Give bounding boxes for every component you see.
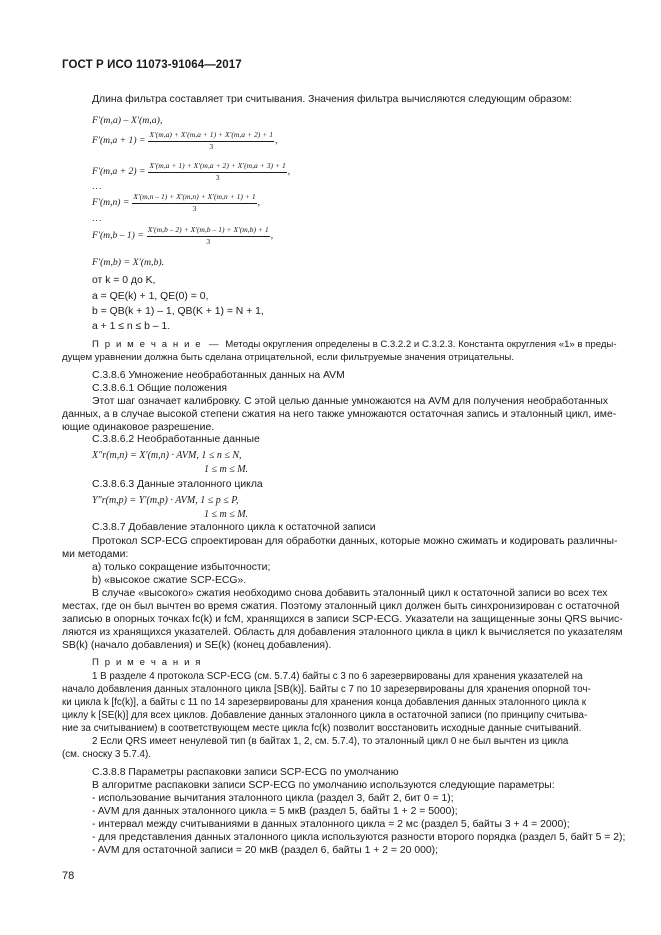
equation-2-numerator: X′(m,a) + X′(m,a + 1) + X′(m,a + 2) + 1: [148, 130, 274, 142]
note-a-line-1: 1 В разделе 4 протокола SCP-ECG (см. 5.7.4) байты с 3 по 6 зарезервированы для хранения указателей на: [92, 671, 583, 682]
section-c3862-heading: С.3.8.6.2 Необработанные данные: [92, 434, 260, 445]
paragraph-3-line-3: записью в опорных точках fc(k) и fcM, хранящихся в записи SCP-ECG. Указатели на защищенные зоны QRS вычис-: [62, 614, 623, 625]
list-item: - AVM для остаточной записи = 20 мкВ (раздел 6, байты 1 + 2 = 20 000);: [92, 845, 439, 856]
note-1-label: П р и м е ч а н и е: [92, 339, 203, 350]
equation-3: F′(m,a + 2) = $\frac{X'(m,a + 1) + X'(m,a + 2) + X'(m,a + 3) + 1}{3}$ ,: [92, 161, 291, 182]
equation-5: F′(m,b – 1) = $\frac{X'(m,b - 2) + X'(m,b - 1) + X'(m,b) + 1}{3}$ ,: [92, 225, 274, 246]
equation-5-lhs: F′(m,b – 1) =: [92, 230, 144, 242]
note-1-line-1: П р и м е ч а н и е — Методы округления определены в С.3.2.2 и С.3.2.3. Константа округления «1» в преды-: [92, 339, 617, 350]
note-a-line-2: начало добавления данных эталонного цикла [SB(k)]. Байты с 7 по 10 зарезервированы для хранения опорной точ-: [62, 684, 591, 695]
paragraph-3-line-4: ляются из хранящихся указателей. Область для добавления эталонного цикла в цикл k вычисляется по указателям: [62, 627, 623, 638]
equation-8-line-2: 1 ≤ m ≤ M.: [204, 509, 249, 520]
paragraph-1-line-1: Этот шаг означает калибровку. С этой целью данные умножаются на AVM для получения необработанных: [92, 396, 609, 407]
section-c387-heading: С.3.8.7 Добавление эталонного цикла к остаточной записи: [92, 522, 376, 533]
paragraph-1-line-2: данных, а в случае высокой степени сжатия на него также умножаются остаточная запись и эталонный цикл, име-: [62, 409, 617, 420]
list-item: - интервал между считываниями в данных эталонного цикла = 2 мс (раздел 5, байты 3 + 4 = 2000);: [92, 819, 570, 830]
equation-4-lhs: F′(m,n) =: [92, 197, 130, 209]
list-item: b) «высокое сжатие SCP-ECG».: [92, 575, 247, 586]
note-b-line-1: 2 Если QRS имеет ненулевой тип (в байтах 1, 2, см. 5.7.4), то эталонный цикл 0 не был вычтен из цикла: [92, 736, 569, 747]
list-item: - AVM для данных эталонного цикла = 5 мкВ (раздел 5, байты 1 + 2 = 5000);: [92, 806, 458, 817]
section-c388-heading: С.3.8.8 Параметры распаковки записи SCP-ECG по умолчанию: [92, 767, 399, 778]
note-a-line-5: ние за считыванием) в соответствующем месте цикла fc(k) позволит восстановить исходные данные считываний.: [62, 723, 582, 734]
equation-7-line-2: 1 ≤ m ≤ M.: [204, 464, 249, 475]
equation-4: F′(m,n) = $\frac{X'(m,n - 1) + X'(m,n) + X'(m,n + 1) + 1}{3}$ ,: [92, 192, 261, 213]
notes-label: П р и м е ч а н и я: [92, 657, 203, 668]
page-number: 78: [62, 870, 75, 882]
note-a-line-3: ки цикла k [fc(k)], а байты с 11 по 14 зарезервированы для хранения конца добавления данных эталонного цикла к: [62, 697, 587, 708]
condition-1: от k = 0 до K,: [92, 275, 156, 286]
equation-3-numerator: X′(m,a + 1) + X′(m,a + 2) + X′(m,a + 3) + 1: [148, 161, 286, 173]
paragraph-2-line-2: ми методами:: [62, 549, 129, 560]
list-item: - для представления данных эталонного цикла используются разности второго порядка (раздел 5, байт 5 = 2);: [92, 832, 626, 843]
list-item: - использование вычитания эталонного цикла (раздел 3, байт 2, бит 0 = 1);: [92, 793, 454, 804]
note-a-line-4: циклу k [SE(k)] для всех циклов. Добавление данных эталонного цикла в остаточной записи (по принципу считыва-: [62, 710, 588, 721]
page-header: ГОСТ Р ИСО 11073-91064—2017: [62, 59, 242, 71]
equation-6: F′(m,b) = X′(m,b).: [92, 257, 165, 268]
equation-4-denominator: 3: [192, 204, 197, 213]
equation-5-numerator: X′(m,b – 2) + X′(m,b – 1) + X′(m,b) + 1: [147, 225, 270, 237]
condition-2: a = QE(k) + 1, QE(0) = 0,: [92, 291, 209, 302]
equation-8-line-1: Y″r(m,p) = Y′(m,p) · AVM, 1 ≤ p ≤ P,: [92, 495, 239, 506]
note-b-line-2: (см. сноску 3 5.7.4).: [62, 749, 151, 760]
equation-1: F′(m,a) – X′(m,a),: [92, 115, 163, 126]
list-item: а) только сокращение избыточности;: [92, 562, 271, 573]
equation-2-denominator: 3: [209, 142, 214, 151]
equation-2: F′(m,a + 1) = $\frac{X'(m,a) + X'(m,a + 1) + X'(m,a + 2) + 1}{3}$ ,: [92, 130, 278, 151]
equation-2-lhs: F′(m,a + 1) =: [92, 135, 146, 147]
section-c3863-heading: С.3.8.6.3 Данные эталонного цикла: [92, 479, 263, 490]
note-1-line-2: дущем уравнении должна быть сделана отрицательной, если фильтруемые значения отрицательны.: [62, 352, 514, 363]
equation-3-denominator: 3: [215, 173, 220, 182]
equation-5-denominator: 3: [206, 237, 211, 246]
paragraph-3-line-2: местах, где он был вычтен во время сжатия. Поэтому эталонный цикл должен быть синхронизирован с остаточной: [62, 601, 620, 612]
ellipsis-2: ...: [92, 213, 103, 223]
equation-3-lhs: F′(m,a + 2) =: [92, 166, 146, 178]
intro-paragraph: Длина фильтра составляет три считывания. Значения фильтра вычисляются следующим образом:: [92, 94, 573, 105]
paragraph-4: В алгоритме распаковки записи SCP-ECG по умолчанию используются следующие параметры:: [92, 780, 555, 791]
ellipsis-1: ...: [92, 181, 103, 191]
condition-3: b = QB(k + 1) – 1, QB(K + 1) = N + 1,: [92, 306, 264, 317]
paragraph-1-line-3: ющие одинаковое разрешение.: [62, 422, 215, 433]
condition-4: a + 1 ≤ n ≤ b – 1.: [92, 321, 171, 332]
equation-4-numerator: X′(m,n – 1) + X′(m,n) + X′(m,n + 1) + 1: [132, 192, 256, 204]
paragraph-2-line-1: Протокол SCP-ECG спроектирован для обработки данных, которые можно сжимать и кодировать различны-: [92, 536, 618, 547]
section-c3861-heading: С.3.8.6.1 Общие положения: [92, 383, 228, 394]
paragraph-3-line-5: SB(k) (начало добавления) и SE(k) (конец добавления).: [62, 640, 332, 651]
paragraph-3-line-1: В случае «высокого» сжатия необходимо снова добавить эталонный цикл к остаточной записи во всех тех: [92, 588, 608, 599]
section-c386-heading: С.3.8.6 Умножение необработанных данных на AVM: [92, 370, 345, 381]
equation-7-line-1: X″r(m,n) = X′(m,n) · AVM, 1 ≤ n ≤ N,: [92, 450, 242, 461]
